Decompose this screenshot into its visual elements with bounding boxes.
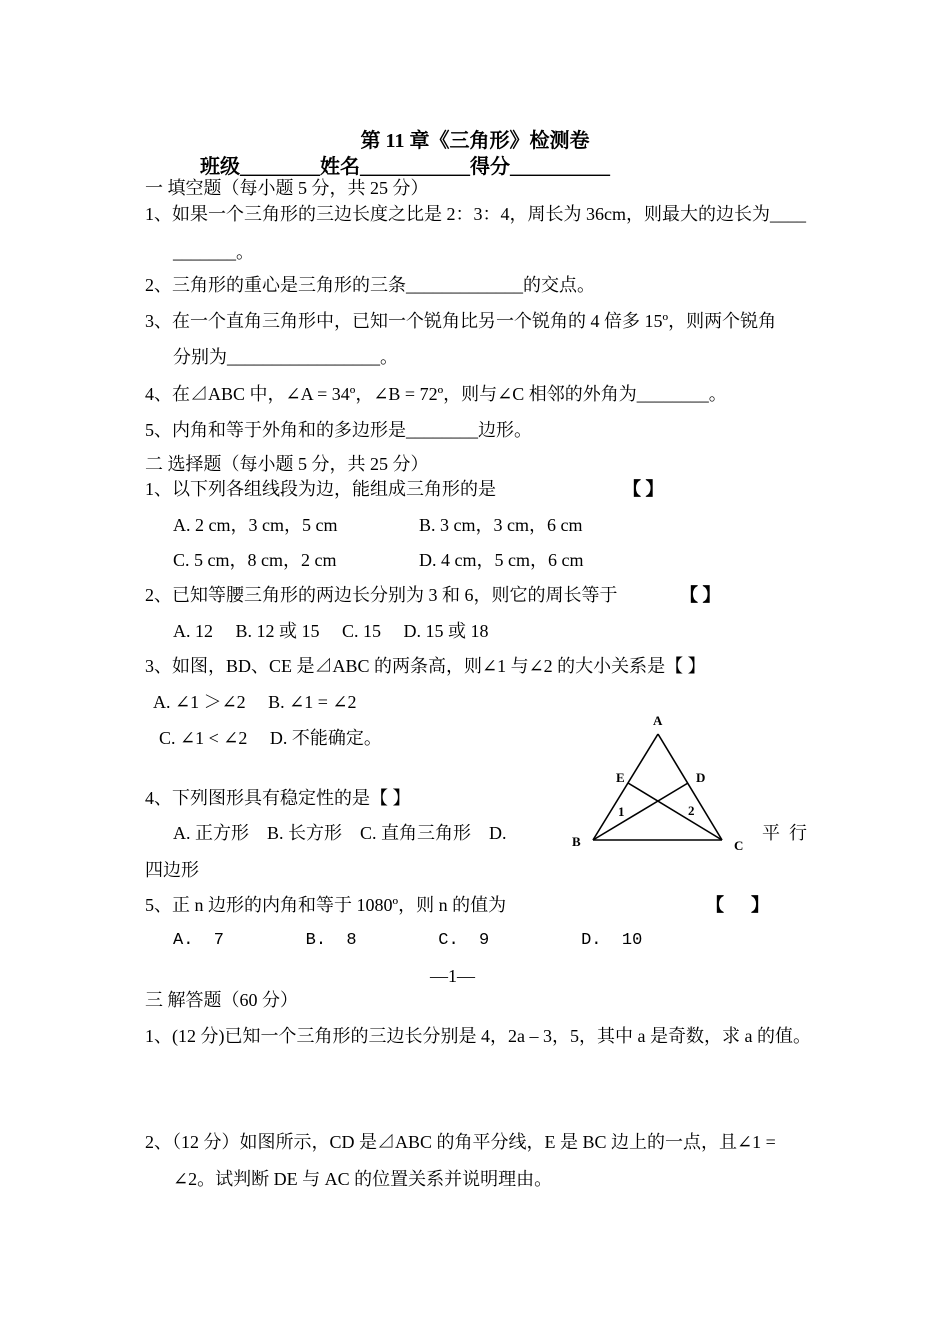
s2-q5-options: A. 7 B. 8 C. 9 D. 10: [173, 931, 643, 950]
s3-question-2-cont: ∠2。试判断 DE 与 AC 的位置关系并说明理由。: [173, 1169, 553, 1189]
vertex-label-b: B: [572, 834, 581, 849]
s1-question-4: 4、在⊿ABC 中，∠A = 34º，∠B = 72º，则与∠C 相邻的外角为________。: [145, 384, 727, 404]
point-label-e: E: [616, 770, 625, 785]
side-ab: [593, 734, 658, 840]
s2-q5-answer-bracket: 【 】: [706, 895, 769, 915]
triangle-figure: [560, 708, 760, 858]
angle-label-1: 1: [618, 804, 625, 819]
vertex-label-a: A: [653, 713, 663, 728]
student-info-line: 班级________姓名___________得分__________: [200, 156, 610, 178]
s2-q4-options-cont: 四边形: [145, 860, 199, 880]
s2-q1-option-d: D. 4 cm，5 cm，6 cm: [419, 550, 584, 570]
s2-q2-options: A. 12 B. 12 或 15 C. 15 D. 15 或 18: [173, 621, 489, 641]
s2-q1-option-c: C. 5 cm，8 cm，2 cm: [173, 550, 337, 570]
side-ac: [658, 734, 722, 840]
section1-heading: 一 填空题（每小题 5 分，共 25 分）: [145, 178, 429, 198]
s2-q1-answer-bracket: 【 】: [623, 479, 664, 499]
s1-question-1: 1、如果一个三角形的三边长度之比是 2：3：4，周长为 36cm，则最大的边长为____: [145, 204, 806, 224]
s1-question-1-cont: _______。: [173, 242, 254, 262]
s2-question-5: 5、正 n 边形的内角和等于 1080º，则 n 的值为: [145, 895, 507, 915]
vertex-label-c: C: [734, 838, 744, 853]
angle-label-2: 2: [688, 803, 695, 818]
s2-q3-options-ab: A. ∠1 ＞∠2 B. ∠1 = ∠2: [153, 692, 357, 712]
s2-q2-answer-bracket: 【 】: [680, 585, 721, 605]
s2-q4-options: A. 正方形 B. 长方形 C. 直角三角形 D.: [173, 823, 507, 843]
page-title: 第 11 章《三角形》检测卷: [360, 130, 590, 152]
s3-question-2: 2、（12 分）如图所示，CD 是⊿ABC 的角平分线，E 是 BC 边上的一点，且∠1 =: [145, 1132, 776, 1152]
s2-q1-option-a: A. 2 cm，3 cm，5 cm: [173, 515, 338, 535]
s2-q4-options-tail: 平 行: [762, 823, 807, 843]
s2-question-3: 3、如图，BD、CE 是⊿ABC 的两条高，则∠1 与∠2 的大小关系是【 】: [145, 656, 706, 676]
page-number: —1—: [430, 966, 475, 986]
s2-q1-option-b: B. 3 cm，3 cm，6 cm: [419, 515, 583, 535]
s1-question-2: 2、三角形的重心是三角形的三条_____________的交点。: [145, 275, 595, 295]
s1-question-3: 3、在一个直角三角形中，已知一个锐角比另一个锐角的 4 倍多 15º，则两个锐角: [145, 311, 777, 331]
s2-question-2: 2、已知等腰三角形的两边长分别为 3 和 6，则它的周长等于: [145, 585, 618, 605]
s1-question-3-cont: 分别为_________________。: [173, 347, 398, 367]
s1-question-5: 5、内角和等于外角和的多边形是________边形。: [145, 420, 532, 440]
section2-heading: 二 选择题（每小题 5 分，共 25 分）: [145, 454, 429, 474]
s2-question-4: 4、下列图形具有稳定性的是【 】: [145, 788, 411, 808]
section3-heading: 三 解答题（60 分）: [145, 990, 298, 1010]
s3-question-1: 1、(12 分)已知一个三角形的三边长分别是 4，2a – 3，5，其中 a 是奇数，求 a 的值。: [145, 1026, 811, 1046]
s2-question-1: 1、以下列各组线段为边，能组成三角形的是: [145, 479, 496, 499]
s2-q3-options-cd: C. ∠1 < ∠2 D. 不能确定。: [159, 728, 382, 748]
point-label-d: D: [696, 770, 706, 785]
